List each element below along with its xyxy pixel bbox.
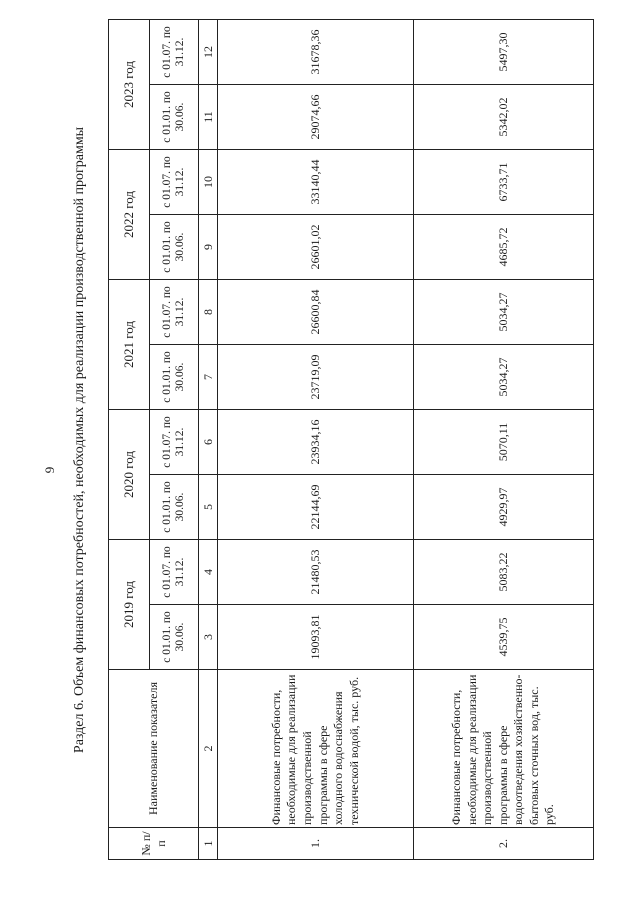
value-cell: 5034,27	[414, 345, 594, 410]
value-cell: 31678,36	[218, 20, 414, 85]
rotated-sheet	[72, 20, 632, 860]
period-header-h2: с 01.07. по 31.12.	[150, 540, 199, 605]
period-header-h2: с 01.07. по 31.12.	[150, 20, 199, 85]
row-number: 2.	[414, 828, 594, 860]
value-cell: 23934,16	[218, 410, 414, 475]
column-number: 3	[199, 605, 218, 670]
column-number: 6	[199, 410, 218, 475]
year-header-2021: 2021 год	[109, 280, 150, 410]
year-header-2020: 2020 год	[109, 410, 150, 540]
value-cell: 29074,66	[218, 85, 414, 150]
period-header-h1: с 01.01. по 30.06.	[150, 605, 199, 670]
value-cell: 5342,02	[414, 85, 594, 150]
value-cell: 26600,84	[218, 280, 414, 345]
period-header-h1: с 01.01. по 30.06.	[150, 215, 199, 280]
page-number: 9	[42, 466, 57, 474]
value-cell: 6733,71	[414, 150, 594, 215]
table-row	[414, 20, 594, 860]
period-header-h1: с 01.01. по 30.06.	[150, 85, 199, 150]
year-header-2019: 2019 год	[109, 540, 150, 670]
col-no-header: № п/п	[109, 828, 199, 860]
row-indicator-name: Финансовые потребности, необходимые для реализации производственной программы в сфере холодного водоснабжения технической водой, тыс. руб.	[218, 670, 414, 828]
period-header-h2: с 01.07. по 31.12.	[150, 280, 199, 345]
column-number: 10	[199, 150, 218, 215]
value-cell: 5083,22	[414, 540, 594, 605]
value-cell: 4539,75	[414, 605, 594, 670]
column-number: 11	[199, 85, 218, 150]
value-cell: 22144,69	[218, 475, 414, 540]
year-header-2022: 2022 год	[109, 150, 150, 280]
column-number: 9	[199, 215, 218, 280]
value-cell: 19093,81	[218, 605, 414, 670]
period-header-h2: с 01.07. по 31.12.	[150, 150, 199, 215]
value-cell: 33140,44	[218, 150, 414, 215]
row-number: 1.	[218, 828, 414, 860]
column-number: 2	[199, 670, 218, 828]
table-row	[218, 20, 414, 860]
col-name-header: Наименование показателя	[109, 670, 199, 828]
column-number: 12	[199, 20, 218, 85]
column-number: 7	[199, 345, 218, 410]
period-header-h1: с 01.01. по 30.06.	[150, 345, 199, 410]
year-header-2023: 2023 год	[109, 20, 150, 150]
value-cell: 5497,30	[414, 20, 594, 85]
column-number: 1	[199, 828, 218, 860]
value-cell: 26601,02	[218, 215, 414, 280]
financial-needs-table	[108, 19, 594, 860]
value-cell: 21480,53	[218, 540, 414, 605]
column-number: 8	[199, 280, 218, 345]
value-cell: 4929,97	[414, 475, 594, 540]
value-cell: 5034,27	[414, 280, 594, 345]
row-indicator-name: Финансовые потребности, необходимые для реализации производственной программы в сфере водоотведения хозяйственно-бытовых сточных вод, тыс. руб.	[414, 670, 594, 828]
value-cell: 5070,11	[414, 410, 594, 475]
value-cell: 23719,09	[218, 345, 414, 410]
header-row-column-numbers	[199, 20, 218, 860]
column-number: 4	[199, 540, 218, 605]
column-number: 5	[199, 475, 218, 540]
period-header-h1: с 01.01. по 30.06.	[150, 475, 199, 540]
header-row-years	[109, 20, 150, 860]
section-title: Раздел 6. Объем финансовых потребностей, необходимых для реализации производственной программы	[72, 126, 87, 754]
value-cell: 4685,72	[414, 215, 594, 280]
period-header-h2: с 01.07. по 31.12.	[150, 410, 199, 475]
